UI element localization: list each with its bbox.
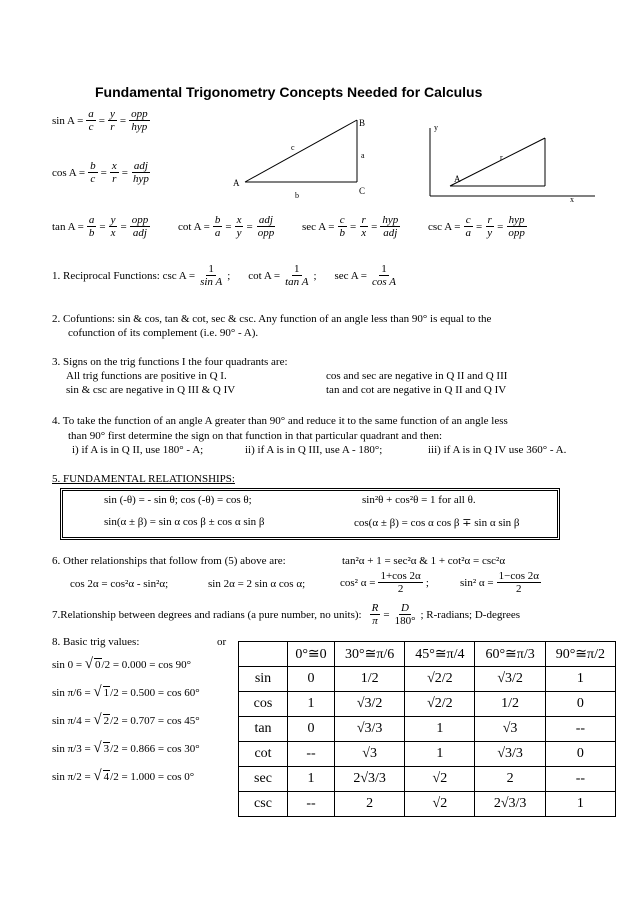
degree-radian-relationship: 7.Relationship between degrees and radians (a pure number, no units): $\frac{R}{\pi}$ = $\frac{D}{180^\circ}$ ; R-radians; D-degrees [52,602,521,627]
negative-angle-identity: sin (-θ) = - sin θ; cos (-θ) = cos θ; [104,494,252,506]
table-row-label: sec [239,767,288,792]
reduction-case-ii: ii) if A is in Q III, use A - 180°; [245,444,383,456]
table-cell: 1/2 [475,692,545,717]
table-cell: √3/2 [475,667,545,692]
table-cell: 1/2 [335,667,405,692]
cos-sum-identity: cos(α ± β) = cos α cos β ∓ sin α sin β [354,517,520,529]
table-row-label: cot [239,742,288,767]
table-cell: √2 [405,767,475,792]
table-row [239,767,616,792]
tan-definition: tan A = $\frac{a}{b}$ = $\frac{y}{x}$ = $\frac{\text{opp}}{\text{adj}}$ [52,214,149,239]
table-cell: √3/3 [335,717,405,742]
vertex-c-label: C [359,186,366,196]
table-row [239,792,616,817]
reduction-line1: 4. To take the function of an angle A greater than 90° and reduce it to the same function of an angle less [52,415,508,427]
signs-cos-sec: cos and sec are negative in Q II and Q III [326,370,508,382]
pythagorean-identity: sin²θ + cos²θ = 1 for all θ. [362,494,476,506]
basic-value-line: sin π/3 = √ 3/2 = 0.866 = cos 30° [52,740,200,756]
table-cell: -- [545,717,615,742]
basic-values-heading: 8. Basic trig values: [52,636,140,648]
sin-squared-formula: sin² α = $\frac{1-\cos 2\alpha}{2}$ [460,570,539,595]
reduction-case-iii: iii) if A is in Q IV use 360° - A. [428,444,567,456]
table-row [239,667,616,692]
signs-qi: All trig functions are positive in Q I. [66,370,227,382]
cos-definition: cos A = $\frac{b}{c}$ = $\frac{x}{r}$ = $\frac{\text{adj}}{\text{hyp}}$ [52,160,149,185]
table-cell: √3/2 [335,692,405,717]
angle-a-label: A [454,174,461,184]
basic-value-line: sin 0 = √ 0/2 = 0.000 = cos 90° [52,656,192,672]
fundamental-heading: 5. FUNDAMENTAL RELATIONSHIPS: [52,473,235,485]
table-row-label: tan [239,717,288,742]
cot-definition: cot A = $\frac{b}{a}$ = $\frac{x}{y}$ = $\frac{\text{adj}}{\text{opp}}$ [178,214,275,239]
table-cell: 2√3/3 [335,767,405,792]
table-cell: 0 [545,692,615,717]
reciprocal-functions: 1. Reciprocal Functions: csc A = $\frac{1}{\text{sin A}}$ ; cot A = $\frac{1}{\text{tan A}}$ ; sec A = $\frac{1}{\text{cos A}}$ [52,263,396,288]
table-cell: 1 [405,742,475,767]
basic-value-line: sin π/4 = √ 2/2 = 0.707 = cos 45° [52,712,200,728]
table-cell: √2/2 [405,692,475,717]
reduction-case-i: i) if A is in Q II, use 180° - A; [72,444,204,456]
tan-sec-identity: tan²α + 1 = sec²α & 1 + cot²α = csc²α [342,555,506,567]
table-header-cell: 60°≅π/3 [475,642,545,667]
signs-tan-cot: tan and cot are negative in Q II and Q IV [326,384,507,396]
reduction-line2: than 90° first determine the sign on that function in that particular quadrant and then: [68,430,443,442]
table-header-cell [239,642,288,667]
cofunctions-line1: 2. Cofuntions: sin & cos, tan & cot, sec & csc. Any function of an angle less than 90° is equal to the [52,313,492,325]
table-cell: 0 [288,717,335,742]
table-cell: 1 [545,667,615,692]
vertex-a-label: A [233,178,240,188]
table-cell: -- [545,767,615,792]
table-cell: -- [288,742,335,767]
y-axis-label: y [434,123,438,132]
table-cell: 1 [545,792,615,817]
side-c-label: c [291,143,295,152]
table-cell: 1 [288,767,335,792]
sin-double-angle: sin 2α = 2 sin α cos α; [208,578,306,590]
r-label: r [500,153,503,162]
table-header-cell: 30°≅π/6 [335,642,405,667]
sin-sum-identity: sin(α ± β) = sin α cos β ± cos α sin β [104,516,265,528]
vertex-b-label: B [359,118,366,128]
table-cell: √3/3 [475,742,545,767]
cofunctions-line2: cofunction of its complement (i.e. 90° - A). [68,327,259,339]
basic-value-line: sin π/6 = √ 1/2 = 0.500 = cos 60° [52,684,200,700]
table-row-label: cos [239,692,288,717]
table-header-cell: 0°≅0 [288,642,335,667]
table-row [239,742,616,767]
table-cell: √3 [335,742,405,767]
table-cell: 0 [288,667,335,692]
table-cell: -- [288,792,335,817]
table-row-label: csc [239,792,288,817]
coordinate-triangle-diagram [420,118,610,208]
page-title: Fundamental Trigonometry Concepts Needed for Calculus [95,84,483,100]
cos-squared-formula: cos² α = $\frac{1+\cos 2\alpha}{2}$ ; [340,570,429,595]
table-cell: 0 [545,742,615,767]
basic-value-line: sin π/2 = √ 4/2 = 1.000 = cos 0° [52,768,195,784]
table-cell: 2 [475,767,545,792]
table-cell: √3 [475,717,545,742]
side-b-label: b [295,191,299,200]
right-triangle-diagram [225,110,385,210]
signs-heading: 3. Signs on the trig functions I the four quadrants are: [52,356,288,368]
table-cell: 1 [405,717,475,742]
side-a-label: a [361,151,365,160]
cos-double-angle: cos 2α = cos²α - sin²α; [70,578,169,590]
signs-sin-csc: sin & csc are negative in Q III & Q IV [66,384,236,396]
table-header-row [239,642,616,667]
table-row-label: sin [239,667,288,692]
sec-definition: sec A = $\frac{c}{b}$ = $\frac{r}{x}$ = $\frac{\text{hyp}}{\text{adj}}$ [302,214,399,239]
table-cell: √2 [405,792,475,817]
table-header-cell: 90°≅π/2 [545,642,615,667]
x-axis-label: x [570,195,574,204]
trig-values-table [238,641,616,817]
table-cell: √2/2 [405,667,475,692]
sin-definition: sin A = $\frac{a}{c}$ = $\frac{y}{r}$ = $\frac{\text{opp}}{\text{hyp}}$ [52,108,148,133]
table-header-cell: 45°≅π/4 [405,642,475,667]
table-row [239,692,616,717]
table-cell: 1 [288,692,335,717]
other-relationships-heading: 6. Other relationships that follow from (5) above are: [52,555,286,567]
or-label: or [217,636,227,648]
csc-definition: csc A = $\frac{c}{a}$ = $\frac{r}{y}$ = $\frac{\text{hyp}}{\text{opp}}$ [428,214,525,239]
table-row [239,717,616,742]
table-cell: 2 [335,792,405,817]
table-cell: 2√3/3 [475,792,545,817]
